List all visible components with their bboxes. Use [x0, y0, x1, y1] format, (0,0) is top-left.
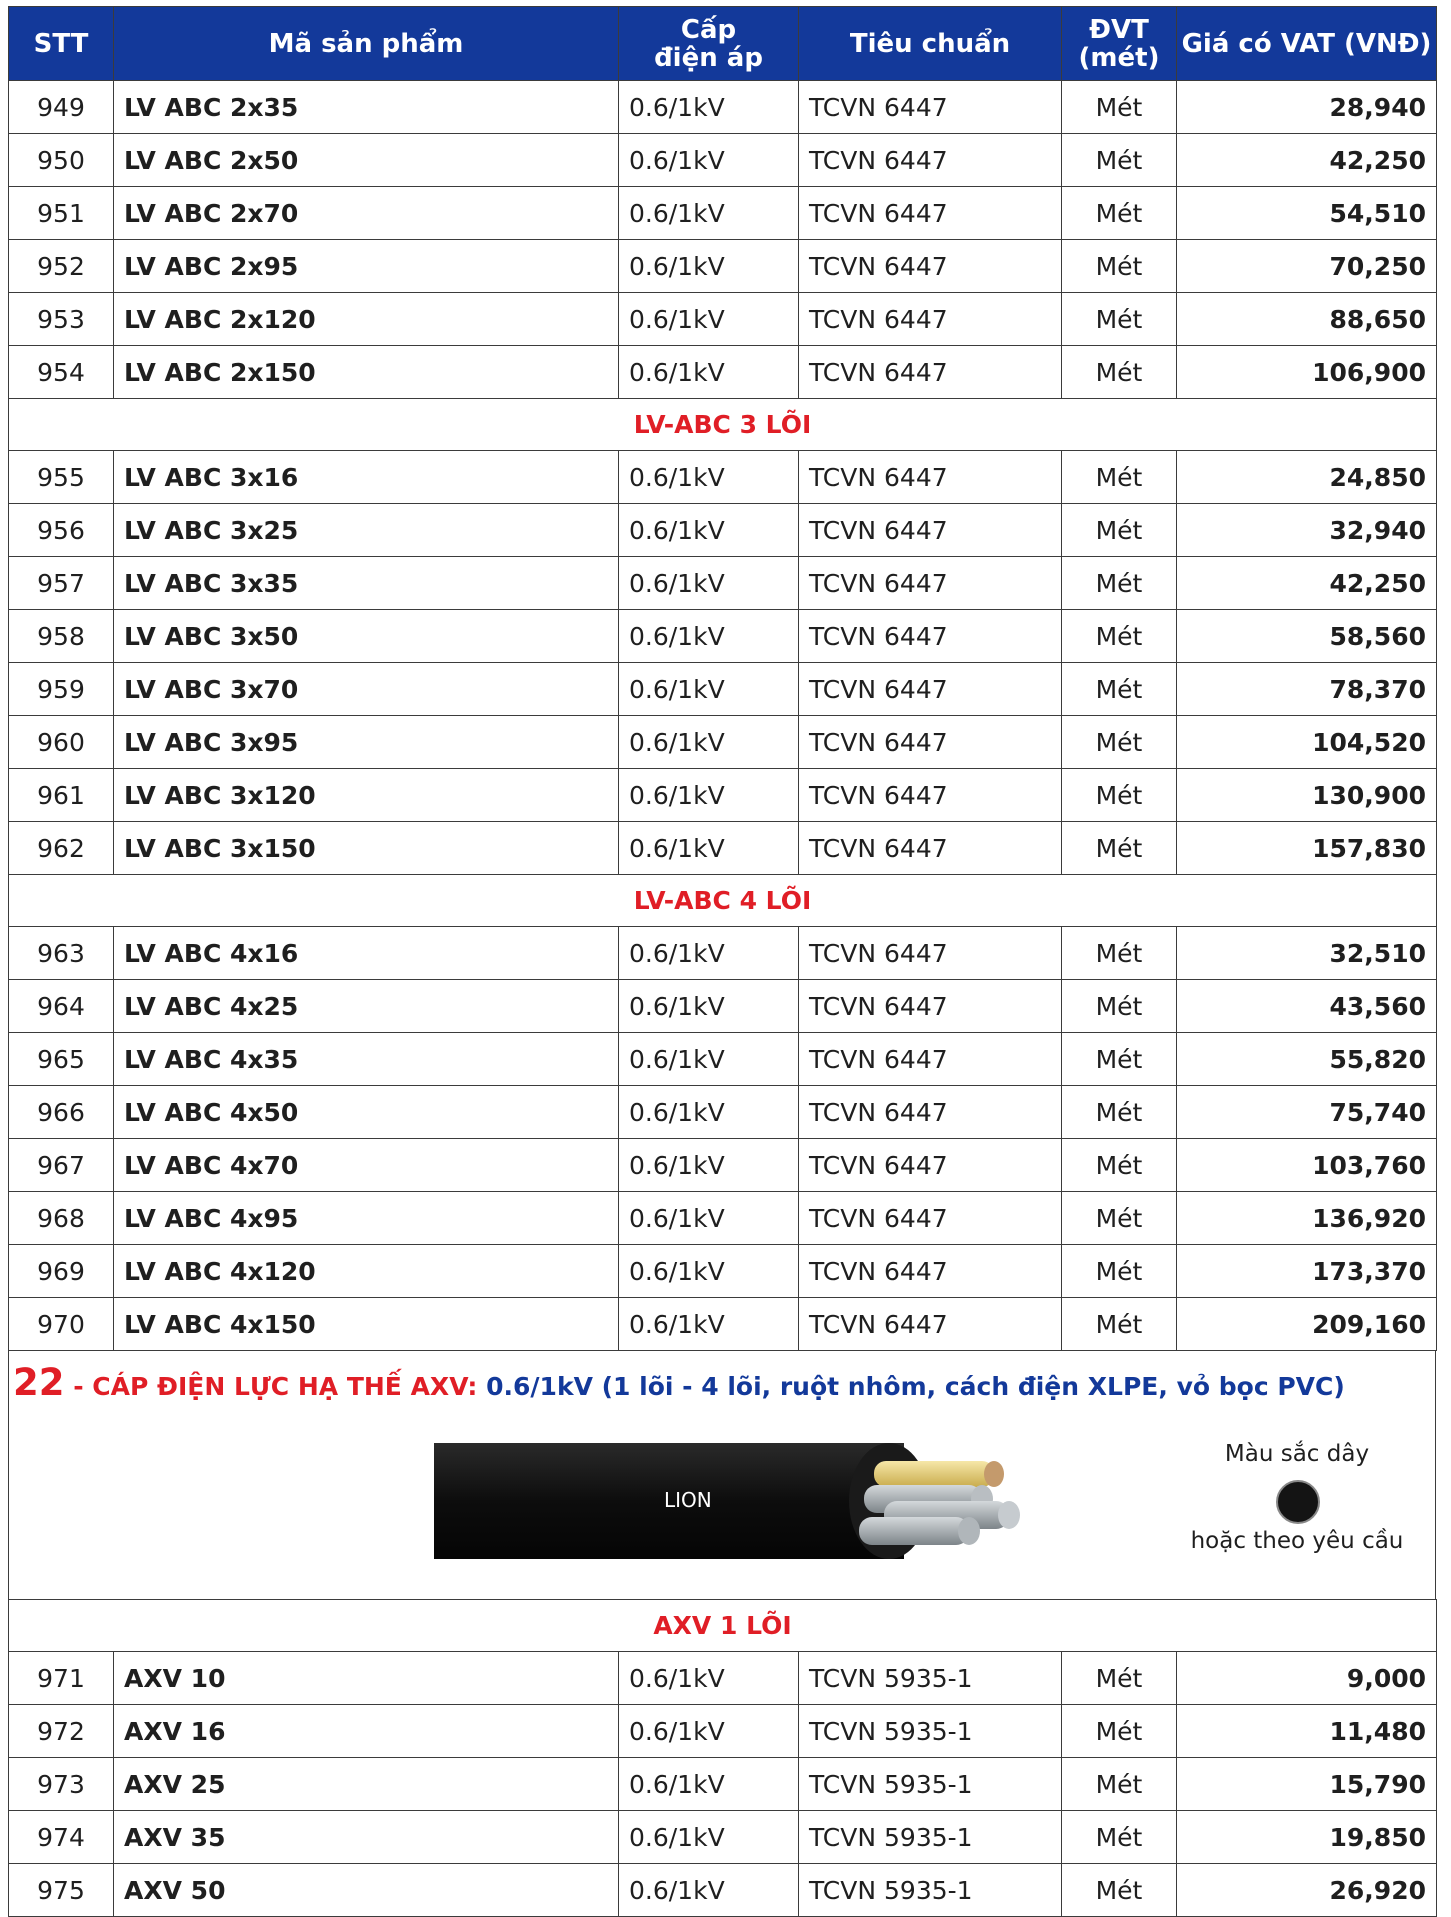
cell-standard: TCVN 6447: [799, 769, 1062, 822]
core-yellow: [874, 1461, 994, 1487]
cell-stt: 960: [9, 716, 114, 769]
cell-product-code: LV ABC 4x35: [114, 1033, 619, 1086]
cell-voltage: 0.6/1kV: [619, 557, 799, 610]
section-title: AXV 1 LÕI: [9, 1600, 1437, 1652]
cell-unit: Mét: [1062, 980, 1177, 1033]
section-title: LV-ABC 4 LÕI: [9, 875, 1437, 927]
table-row: [9, 240, 1437, 293]
table-row: [9, 293, 1437, 346]
cell-stt: 953: [9, 293, 114, 346]
cell-unit: Mét: [1062, 927, 1177, 980]
cell-stt: 975: [9, 1864, 114, 1917]
cell-voltage: 0.6/1kV: [619, 927, 799, 980]
request-caption: hoặc theo yêu cầu: [1190, 1528, 1404, 1554]
cell-product-code: AXV 50: [114, 1864, 619, 1917]
table-row: [9, 1192, 1437, 1245]
cell-unit: Mét: [1062, 1245, 1177, 1298]
product-voltage-info: 0.6/1kV (1 lõi - 4 lõi, ruột nhôm, cách điện XLPE, vỏ bọc PVC): [486, 1372, 1345, 1401]
cell-stt: 973: [9, 1758, 114, 1811]
table-row: [9, 716, 1437, 769]
cell-stt: 974: [9, 1811, 114, 1864]
header-stt: STT: [9, 7, 114, 81]
cell-stt: 968: [9, 1192, 114, 1245]
table-row: [9, 346, 1437, 399]
cell-price: 11,480: [1177, 1705, 1437, 1758]
cell-unit: Mét: [1062, 663, 1177, 716]
cell-voltage: 0.6/1kV: [619, 1758, 799, 1811]
table-row: [9, 1139, 1437, 1192]
table-row: [9, 1705, 1437, 1758]
header-dvt: [1062, 7, 1177, 81]
cell-product-code: LV ABC 3x35: [114, 557, 619, 610]
table-row: [9, 1758, 1437, 1811]
cell-voltage: 0.6/1kV: [619, 1033, 799, 1086]
cell-stt: 958: [9, 610, 114, 663]
cell-voltage: 0.6/1kV: [619, 663, 799, 716]
cell-standard: TCVN 5935-1: [799, 1652, 1062, 1705]
cell-voltage: 0.6/1kV: [619, 822, 799, 875]
header-dvt-line2: (mét): [1078, 42, 1160, 73]
cell-product-code: AXV 16: [114, 1705, 619, 1758]
core-gray-2-end: [998, 1501, 1020, 1529]
cell-price: 173,370: [1177, 1245, 1437, 1298]
cell-product-code: LV ABC 2x50: [114, 134, 619, 187]
header-dvt-line1: ĐVT: [1089, 14, 1149, 45]
cell-standard: TCVN 6447: [799, 1033, 1062, 1086]
cell-product-code: LV ABC 3x25: [114, 504, 619, 557]
cell-standard: TCVN 6447: [799, 1086, 1062, 1139]
table-row: [9, 504, 1437, 557]
cell-price: 32,940: [1177, 504, 1437, 557]
cell-standard: TCVN 6447: [799, 240, 1062, 293]
cell-stt: 963: [9, 927, 114, 980]
cell-price: 54,510: [1177, 187, 1437, 240]
cell-product-code: LV ABC 2x150: [114, 346, 619, 399]
cell-standard: TCVN 6447: [799, 1192, 1062, 1245]
table-header-row: [9, 7, 1437, 81]
header-cap-dien-ap-line1: Cấp: [680, 14, 737, 45]
cell-price: 136,920: [1177, 1192, 1437, 1245]
cell-price: 55,820: [1177, 1033, 1437, 1086]
table-row: [9, 81, 1437, 134]
cell-unit: Mét: [1062, 187, 1177, 240]
cell-price: 15,790: [1177, 1758, 1437, 1811]
cell-price: 26,920: [1177, 1864, 1437, 1917]
cell-unit: Mét: [1062, 240, 1177, 293]
product-number: 22: [13, 1361, 65, 1404]
cell-voltage: 0.6/1kV: [619, 134, 799, 187]
cell-unit: Mét: [1062, 1033, 1177, 1086]
cell-unit: Mét: [1062, 1192, 1177, 1245]
cell-unit: Mét: [1062, 134, 1177, 187]
table-row: [9, 663, 1437, 716]
cell-standard: TCVN 5935-1: [799, 1705, 1062, 1758]
cell-product-code: LV ABC 4x25: [114, 980, 619, 1033]
table-row: [9, 451, 1437, 504]
cell-standard: TCVN 6447: [799, 822, 1062, 875]
cell-unit: Mét: [1062, 769, 1177, 822]
color-caption: Màu sắc dây: [1224, 1441, 1370, 1467]
table-row: [9, 610, 1437, 663]
cell-standard: TCVN 6447: [799, 187, 1062, 240]
cell-price: 106,900: [1177, 346, 1437, 399]
cell-stt: 964: [9, 980, 114, 1033]
cell-stt: 961: [9, 769, 114, 822]
cell-voltage: 0.6/1kV: [619, 1086, 799, 1139]
cell-price: 58,560: [1177, 610, 1437, 663]
cell-standard: TCVN 6447: [799, 927, 1062, 980]
header-cap-dien-ap-line2: điện áp: [654, 42, 763, 73]
core-gray-3: [859, 1517, 969, 1545]
cell-standard: TCVN 6447: [799, 346, 1062, 399]
cell-product-code: AXV 10: [114, 1652, 619, 1705]
cell-unit: Mét: [1062, 822, 1177, 875]
section-title: LV-ABC 3 LÕI: [9, 399, 1437, 451]
table-row: [9, 187, 1437, 240]
cell-voltage: 0.6/1kV: [619, 769, 799, 822]
cell-standard: TCVN 6447: [799, 293, 1062, 346]
cell-unit: Mét: [1062, 1758, 1177, 1811]
cell-product-code: LV ABC 3x95: [114, 716, 619, 769]
cell-unit: Mét: [1062, 610, 1177, 663]
color-swatch-dot: [1276, 1480, 1320, 1524]
cell-price: 42,250: [1177, 557, 1437, 610]
cell-unit: Mét: [1062, 1298, 1177, 1351]
cell-price: 24,850: [1177, 451, 1437, 504]
cell-standard: TCVN 6447: [799, 81, 1062, 134]
cell-unit: Mét: [1062, 1864, 1177, 1917]
cell-stt: 959: [9, 663, 114, 716]
cell-standard: TCVN 6447: [799, 557, 1062, 610]
table-row: [9, 1652, 1437, 1705]
cell-voltage: 0.6/1kV: [619, 716, 799, 769]
header-ma-san-pham: Mã sản phẩm: [114, 7, 619, 81]
product-22-heading: [13, 1361, 1345, 1404]
cell-unit: Mét: [1062, 1652, 1177, 1705]
header-cap-dien-ap: [619, 7, 799, 81]
table-row: [9, 557, 1437, 610]
cell-voltage: 0.6/1kV: [619, 504, 799, 557]
cell-standard: TCVN 5935-1: [799, 1811, 1062, 1864]
cell-voltage: 0.6/1kV: [619, 1652, 799, 1705]
cell-voltage: 0.6/1kV: [619, 81, 799, 134]
cell-product-code: LV ABC 2x120: [114, 293, 619, 346]
cell-product-code: LV ABC 3x16: [114, 451, 619, 504]
cell-price: 75,740: [1177, 1086, 1437, 1139]
product-22-block: [8, 1351, 1436, 1599]
product-dash: -: [64, 1372, 93, 1401]
table-row: [9, 1864, 1437, 1917]
header-gia: Giá có VAT (VNĐ): [1177, 7, 1437, 81]
cell-price: 88,650: [1177, 293, 1437, 346]
cell-stt: 954: [9, 346, 114, 399]
cell-product-code: LV ABC 3x120: [114, 769, 619, 822]
table-row: [9, 1033, 1437, 1086]
cell-standard: TCVN 5935-1: [799, 1864, 1062, 1917]
cell-price: 42,250: [1177, 134, 1437, 187]
price-table-axv: [8, 1599, 1437, 1917]
cable-image: [434, 1441, 1034, 1561]
cell-voltage: 0.6/1kV: [619, 240, 799, 293]
cell-unit: Mét: [1062, 716, 1177, 769]
cell-standard: TCVN 6447: [799, 451, 1062, 504]
price-table-lv-abc: [8, 6, 1437, 1351]
cell-voltage: 0.6/1kV: [619, 451, 799, 504]
price-sheet: [8, 6, 1436, 1917]
cell-standard: TCVN 6447: [799, 716, 1062, 769]
cell-price: 28,940: [1177, 81, 1437, 134]
cell-unit: Mét: [1062, 293, 1177, 346]
cell-product-code: LV ABC 4x50: [114, 1086, 619, 1139]
cell-unit: Mét: [1062, 451, 1177, 504]
section-title-row: [9, 875, 1437, 927]
cell-voltage: 0.6/1kV: [619, 980, 799, 1033]
cell-standard: TCVN 6447: [799, 1245, 1062, 1298]
core-yellow-end: [984, 1461, 1004, 1487]
cell-unit: Mét: [1062, 504, 1177, 557]
cell-price: 70,250: [1177, 240, 1437, 293]
table-row: [9, 822, 1437, 875]
cell-product-code: LV ABC 3x150: [114, 822, 619, 875]
cell-standard: TCVN 6447: [799, 663, 1062, 716]
table-body-axv: [9, 1600, 1437, 1917]
cell-product-code: LV ABC 4x70: [114, 1139, 619, 1192]
table-row: [9, 1245, 1437, 1298]
table-row: [9, 927, 1437, 980]
cell-unit: Mét: [1062, 346, 1177, 399]
cell-stt: 950: [9, 134, 114, 187]
cell-standard: TCVN 6447: [799, 1139, 1062, 1192]
cell-standard: TCVN 6447: [799, 1298, 1062, 1351]
cell-unit: Mét: [1062, 1811, 1177, 1864]
cell-product-code: LV ABC 4x120: [114, 1245, 619, 1298]
section-title-row: [9, 1600, 1437, 1652]
cell-stt: 949: [9, 81, 114, 134]
cell-stt: 969: [9, 1245, 114, 1298]
cell-stt: 970: [9, 1298, 114, 1351]
cell-stt: 972: [9, 1705, 114, 1758]
cell-unit: Mét: [1062, 81, 1177, 134]
cell-stt: 971: [9, 1652, 114, 1705]
cell-voltage: 0.6/1kV: [619, 1298, 799, 1351]
cell-product-code: LV ABC 4x150: [114, 1298, 619, 1351]
cable-brand: LION: [664, 1488, 712, 1512]
cell-unit: Mét: [1062, 1705, 1177, 1758]
table-row: [9, 769, 1437, 822]
cell-voltage: 0.6/1kV: [619, 1245, 799, 1298]
cell-standard: TCVN 6447: [799, 610, 1062, 663]
cell-price: 78,370: [1177, 663, 1437, 716]
cell-product-code: AXV 35: [114, 1811, 619, 1864]
cell-voltage: 0.6/1kV: [619, 293, 799, 346]
cell-unit: Mét: [1062, 1139, 1177, 1192]
cell-stt: 962: [9, 822, 114, 875]
cell-stt: 951: [9, 187, 114, 240]
cell-voltage: 0.6/1kV: [619, 1139, 799, 1192]
cell-stt: 965: [9, 1033, 114, 1086]
cell-product-code: AXV 25: [114, 1758, 619, 1811]
product-title: CÁP ĐIỆN LỰC HẠ THẾ AXV:: [92, 1372, 487, 1401]
cell-price: 19,850: [1177, 1811, 1437, 1864]
table-row: [9, 1298, 1437, 1351]
cell-product-code: LV ABC 2x95: [114, 240, 619, 293]
cell-voltage: 0.6/1kV: [619, 1864, 799, 1917]
cell-stt: 956: [9, 504, 114, 557]
section-title-row: [9, 399, 1437, 451]
cell-standard: TCVN 6447: [799, 980, 1062, 1033]
cell-stt: 955: [9, 451, 114, 504]
table-row: [9, 980, 1437, 1033]
header-tieu-chuan: Tiêu chuẩn: [799, 7, 1062, 81]
cell-voltage: 0.6/1kV: [619, 346, 799, 399]
cell-unit: Mét: [1062, 557, 1177, 610]
cell-product-code: LV ABC 4x95: [114, 1192, 619, 1245]
cell-price: 9,000: [1177, 1652, 1437, 1705]
cell-voltage: 0.6/1kV: [619, 1192, 799, 1245]
cell-stt: 966: [9, 1086, 114, 1139]
cell-price: 157,830: [1177, 822, 1437, 875]
cell-product-code: LV ABC 2x70: [114, 187, 619, 240]
cell-stt: 952: [9, 240, 114, 293]
table-row: [9, 134, 1437, 187]
cell-voltage: 0.6/1kV: [619, 1705, 799, 1758]
cell-product-code: LV ABC 3x70: [114, 663, 619, 716]
cell-standard: TCVN 6447: [799, 134, 1062, 187]
cell-price: 43,560: [1177, 980, 1437, 1033]
cell-unit: Mét: [1062, 1086, 1177, 1139]
cell-voltage: 0.6/1kV: [619, 1811, 799, 1864]
cell-product-code: LV ABC 3x50: [114, 610, 619, 663]
table-row: [9, 1811, 1437, 1864]
cell-price: 130,900: [1177, 769, 1437, 822]
cell-price: 104,520: [1177, 716, 1437, 769]
table-row: [9, 1086, 1437, 1139]
cell-price: 209,160: [1177, 1298, 1437, 1351]
cell-standard: TCVN 6447: [799, 504, 1062, 557]
cell-product-code: LV ABC 2x35: [114, 81, 619, 134]
cell-price: 103,760: [1177, 1139, 1437, 1192]
core-gray-3-end: [958, 1517, 980, 1545]
cell-voltage: 0.6/1kV: [619, 610, 799, 663]
cell-stt: 967: [9, 1139, 114, 1192]
cell-voltage: 0.6/1kV: [619, 187, 799, 240]
cell-price: 32,510: [1177, 927, 1437, 980]
cell-stt: 957: [9, 557, 114, 610]
cell-product-code: LV ABC 4x16: [114, 927, 619, 980]
cell-standard: TCVN 5935-1: [799, 1758, 1062, 1811]
table-body-lv-abc: [9, 81, 1437, 1351]
